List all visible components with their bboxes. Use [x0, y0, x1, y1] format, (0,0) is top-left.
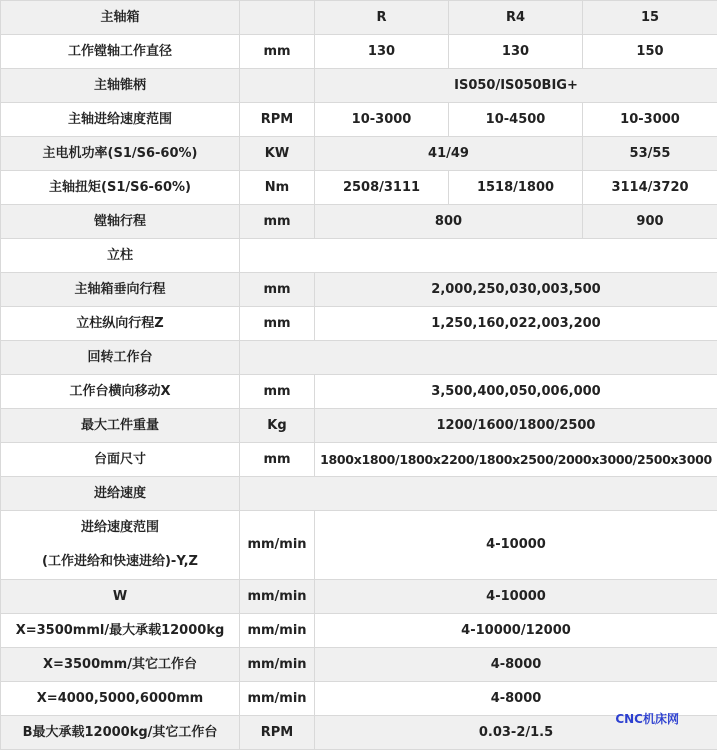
row-unit: mm/min — [240, 614, 315, 648]
row-unit: Nm — [240, 171, 315, 205]
row-value: 800 — [315, 205, 583, 239]
table-row — [1, 103, 717, 137]
row-value: 3114/3720 — [583, 171, 717, 205]
row-label: 最大工件重量 — [1, 409, 240, 443]
row-value: 0.03-2/1.5 — [315, 716, 717, 750]
row-unit: mm — [240, 205, 315, 239]
row-unit: mm/min — [240, 511, 315, 580]
row-unit: mm/min — [240, 580, 315, 614]
row-unit: mm/min — [240, 682, 315, 716]
row-value: 1200/1600/1800/2500 — [315, 409, 717, 443]
row-label: 主轴箱垂向行程 — [1, 273, 240, 307]
row-value: 41/49 — [315, 137, 583, 171]
watermark: CNC机床网 — [615, 710, 679, 727]
row-value: 53/55 — [583, 137, 717, 171]
table-row — [1, 341, 717, 375]
empty-cell — [240, 341, 717, 375]
row-label: X=3500mm/其它工作台 — [1, 648, 240, 682]
row-unit: RPM — [240, 103, 315, 137]
empty-cell — [240, 239, 717, 273]
row-label: B最大承载12000kg/其它工作台 — [1, 716, 240, 750]
row-value: IS050/IS050BIG+ — [315, 69, 717, 103]
table-row — [1, 580, 717, 614]
row-unit: RPM — [240, 716, 315, 750]
row-label: 台面尺寸 — [1, 443, 240, 477]
row-unit: Kg — [240, 409, 315, 443]
row-unit: mm/min — [240, 648, 315, 682]
row-unit — [240, 1, 315, 35]
row-label: 主轴扭矩(S1/S6-60%) — [1, 171, 240, 205]
table-row — [1, 171, 717, 205]
table-row — [1, 273, 717, 307]
row-value: R4 — [449, 1, 583, 35]
row-unit: mm — [240, 375, 315, 409]
row-value: 4-8000 — [315, 682, 717, 716]
row-label-line1: 进给速度范围 — [81, 520, 159, 535]
table-row — [1, 648, 717, 682]
row-label-line2: (工作进给和快速进给)-Y,Z — [42, 554, 198, 569]
row-value: 130 — [449, 35, 583, 69]
row-label: 镗轴行程 — [1, 205, 240, 239]
row-unit: mm — [240, 35, 315, 69]
row-value: 900 — [583, 205, 717, 239]
table-row — [1, 511, 717, 580]
row-label: 主电机功率(S1/S6-60%) — [1, 137, 240, 171]
row-label: 主轴箱 — [1, 1, 240, 35]
row-label: 主轴锥柄 — [1, 69, 240, 103]
row-value: 10-3000 — [583, 103, 717, 137]
table-row — [1, 409, 717, 443]
row-value: 15 — [583, 1, 717, 35]
row-value: 4-10000 — [315, 580, 717, 614]
row-value: 4-10000 — [315, 511, 717, 580]
row-label: W — [1, 580, 240, 614]
row-unit: mm — [240, 307, 315, 341]
row-label: 立柱纵向行程Z — [1, 307, 240, 341]
row-value: 1800x1800/1800x2200/1800x2500/2000x3000/2500x3000 — [315, 443, 717, 477]
table-row — [1, 307, 717, 341]
row-label: 工作台横向移动X — [1, 375, 240, 409]
table-row — [1, 137, 717, 171]
row-unit: mm — [240, 443, 315, 477]
table-row — [1, 35, 717, 69]
table-row — [1, 375, 717, 409]
row-label: 工作镗轴工作直径 — [1, 35, 240, 69]
section-label: 回转工作台 — [1, 341, 240, 375]
row-value: 10-4500 — [449, 103, 583, 137]
table-row — [1, 614, 717, 648]
row-value: 1,250,160,022,003,200 — [315, 307, 717, 341]
table-row — [1, 239, 717, 273]
table-row — [1, 716, 717, 750]
row-value: 2508/3111 — [315, 171, 449, 205]
row-unit: KW — [240, 137, 315, 171]
row-value: 150 — [583, 35, 717, 69]
row-value: R — [315, 1, 449, 35]
table-row — [1, 682, 717, 716]
row-unit — [240, 69, 315, 103]
table-row — [1, 69, 717, 103]
row-label: 主轴进给速度范围 — [1, 103, 240, 137]
table-row — [1, 477, 717, 511]
row-value: 130 — [315, 35, 449, 69]
row-label: X=3500mml/最大承载12000kg — [1, 614, 240, 648]
table-row — [1, 1, 717, 35]
section-label: 进给速度 — [1, 477, 240, 511]
row-value: 3,500,400,050,006,000 — [315, 375, 717, 409]
row-value: 2,000,250,030,003,500 — [315, 273, 717, 307]
row-value: 1518/1800 — [449, 171, 583, 205]
row-unit: mm — [240, 273, 315, 307]
table-row — [1, 205, 717, 239]
empty-cell — [240, 477, 717, 511]
table-row — [1, 443, 717, 477]
row-label: X=4000,5000,6000mm — [1, 682, 240, 716]
section-label: 立柱 — [1, 239, 240, 273]
row-value: 4-8000 — [315, 648, 717, 682]
row-value: 4-10000/12000 — [315, 614, 717, 648]
row-label — [1, 511, 240, 580]
row-value: 10-3000 — [315, 103, 449, 137]
